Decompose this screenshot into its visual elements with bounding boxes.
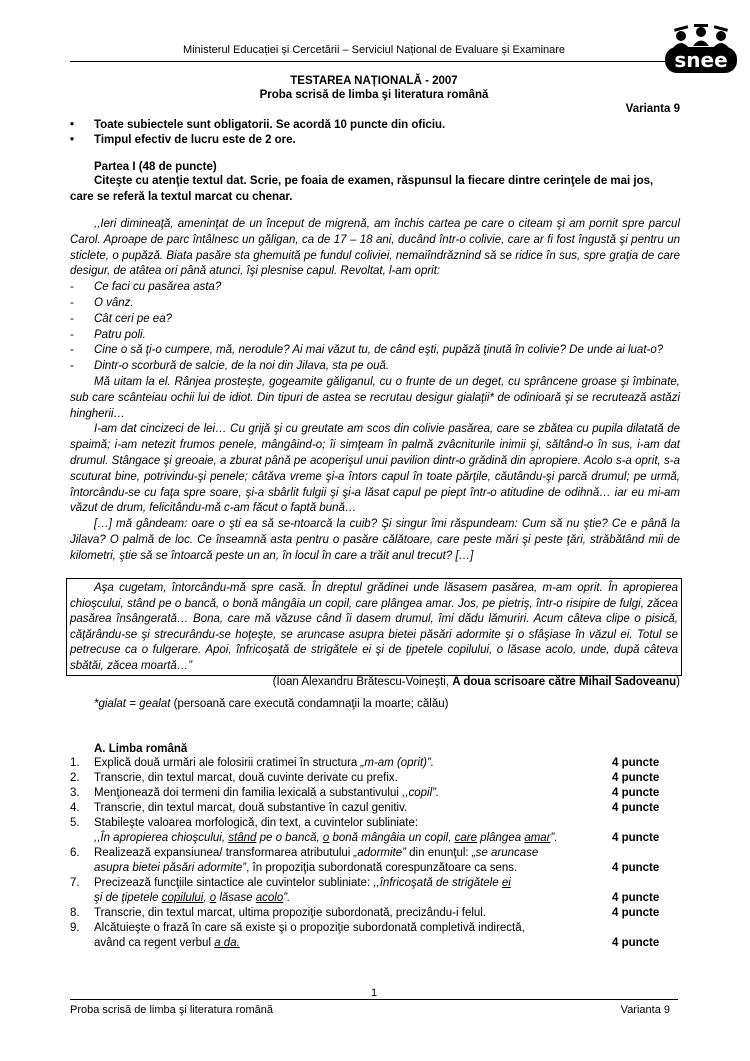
rule-bullet: • Toate subiectele sunt obligatorii. Se acordă 10 puncte din oficiu. xyxy=(70,119,446,131)
question-item: 9. Alcătuieşte o frază în care să existe şi o propoziţie subordonată completivă indirectă, având ca regent verbul a da. 4 puncte xyxy=(70,922,660,949)
logo-text: snee xyxy=(674,48,728,72)
part-instruction: Citeşte cu atenţie textul dat. Scrie, pe foaia de examen, răspunsul la fiecare dintre cerinţele de mai jos, care se referă la textul marcat cu chenar. xyxy=(70,175,654,203)
text-paragraph: I-am dat cincizeci de lei… Cu grijă şi cu greutate am scos din colivie pasărea, care se zbătea cu pupila dilatată de spaimă; i-am netezit frumos penele, mângâind-o; îi simţeam în palmă zvâcniturile inimii şi, săltând-o în sus, i-am dat drumul. Stângace şi greoaie, a zburat până pe acoperişul unui pavilion dintr-o grădină din apropiere. Acolo s-a oprit, s-a scuturat bine, potrivindu-şi penele; câtăva vreme şi-a întors capul în toate părţile, căutându-şi parcă drumul; pe urmă, întorcându-se cu faţa spre soare, şi-a sbârlit fulgii şi şi-a lăsat capul pe piept într-o atitudine de odihnă… iar eu mi-am văzut de drum, felicitându-mă c-am făcut o faptă bună… xyxy=(70,423,680,515)
dialog-line: - Dintr-o scorbură de salcie, de la noi din Jilava, sta pe ouă. xyxy=(70,360,390,373)
ministry-header: Ministerul Educației și Cercetării – Serviciul Național de Evaluare și Examinare xyxy=(182,44,566,56)
footer-variant: Varianta 9 xyxy=(620,1004,670,1016)
part-heading: Partea I (48 de puncte) xyxy=(94,161,217,173)
variant-label: Varianta 9 xyxy=(625,103,680,115)
question-item: 3. Menţionează doi termeni din familia lexicală a substantivului ,,copil”. 4 puncte xyxy=(70,787,660,799)
question-item: 1. Explică două urmări ale folosirii cratimei în structura „m-am (oprit)”. 4 puncte xyxy=(70,757,660,769)
dialog-line: - Patru poli. xyxy=(70,328,146,341)
marked-text: Aşa cugetam, întorcându-mă spre casă. În dreptul grădinei unde lăsasem pasărea, m-am oprit. În apropierea chioşcului, stând pe o bancă, o bonă mângâia un copil, care plângea amar. Jos, pe pietriş, într-o risipire de fulgi, zăcea pasărea însângerată… Bona, care mă văzuse când îi dasem drumul, îmi dădu lămuriri. Acum câteva clipe o pisică, căţărându-se şi strecurându-se hoţeşte, se aruncase asupra bietei păsări adormite şi o sfâşiase în văzul ei. Totul se petrecuse ca o fulgerare. Apoi, înfricoşată de strigătele ei şi de ţipetele copilului, o lăsase acolo, unde, după câteva sbătăi, zăcea moartă…” xyxy=(70,582,678,672)
dialog-line: - Cine o să ţi-o cumpere, mă, nerodule? Ai mai văzut tu, de când eşti, pupăză ţinută în colivie? De unde ai luat-o? xyxy=(70,344,664,357)
reading-text xyxy=(70,217,680,565)
page-number: 1 xyxy=(370,987,378,999)
source-citation: (Ioan Alexandru Brătescu-Voineşti, A doua scrisoare către Mihail Sadoveanu) xyxy=(272,676,680,688)
question-item: 4. Transcrie, din textul marcat, două substantive în cazul genitiv. 4 puncte xyxy=(70,802,660,814)
text-paragraph: Mă uitam la el. Rânjea prosteşte, gogeamite găliganul, cu o frunte de un deget, cu sprâncene groase şi îmbinate, sub care scânteiau ochii lui de idiot. Din tipuri de astea se recrutau desigur gialaţii* de odinioară şi se recrutează astăzi hingherii… xyxy=(70,375,680,420)
exam-subtitle: Proba scrisă de limba şi literatura română xyxy=(259,89,489,101)
snee-logo xyxy=(661,22,741,74)
section-heading: A. Limba română xyxy=(94,743,188,755)
text-paragraph: […] mă gândeam: oare o şti ea să se-ntoarcă la cuib? Şi singur îmi răspundeam: Cum să nu ştie? Ce e până la Jilava? O palmă de loc. Ce înseamnă asta pentru o pasăre călătoare, care peste mări şi peste ţări, străbătând mii de kilometri, ştie să se întoarcă peste un an, în locul în care a trăit anul trecut? […] xyxy=(70,518,680,562)
header-divider xyxy=(70,61,678,62)
footer-title: Proba scrisă de limba şi literatura română xyxy=(70,1004,273,1016)
question-item: 7. Precizează funcţiile sintactice ale cuvintelor subliniate: ,,înfricoşată de strigătele ei şi de ţipetele copilului, o lăsase acolo”. 4 puncte xyxy=(70,877,660,904)
text-paragraph: ,,Ieri dimineaţă, ameninţat de un început de migrenă, am închis cartea pe care o citeam şi am pornit spre parcul Carol. Aproape de parc întâlnesc un găligan, ca de 17 – 18 ani, ducând într-o colivie, care ar fi fost îngustă şi pentru un sticlete, o pupăză. Biata pasăre sta ghemuită pe fundul coliviei, nemaiîndrăznind să se ridice în sus, spre graţia de care desigur, de atâtea ori până atunci, îşi plesnise capul. Revoltat, l-am oprit: xyxy=(70,218,680,278)
dialog-line: - Ce faci cu pasărea asta? xyxy=(70,281,222,294)
dialog-line: - Cât ceri pe ea? xyxy=(70,312,172,325)
glossary-note: *gialat = gealat (persoană care execută condamnaţii la moarte; călău) xyxy=(94,698,449,710)
question-item: 6. Realizează expansiunea/ transformarea atributului „adormite” din enunţul: „se aruncase asupra bietei păsări adormite”, în propoziţia subordonată corespunzătoare ca sens. 4 puncte xyxy=(70,847,660,874)
question-item: 8. Transcrie, din textul marcat, ultima propoziţie subordonată, precizându-i felul. 4 puncte xyxy=(70,907,660,919)
question-item: 5. Stabileşte valoarea morfologică, din text, a cuvintelor subliniate: ,,În apropierea chioşcului, stând pe o bancă, o bonă mângâia un copil, care plângea amar”. 4 puncte xyxy=(70,817,660,844)
exam-title: TESTAREA NAȚIONALĂ - 2007 xyxy=(290,75,458,87)
question-item: 2. Transcrie, din textul marcat, două cuvinte derivate cu prefix. 4 puncte xyxy=(70,772,660,784)
dialog-line: - O vânz. xyxy=(70,296,134,309)
rule-bullet: • Timpul efectiv de lucru este de 2 ore. xyxy=(70,134,296,146)
footer-divider xyxy=(70,999,678,1000)
